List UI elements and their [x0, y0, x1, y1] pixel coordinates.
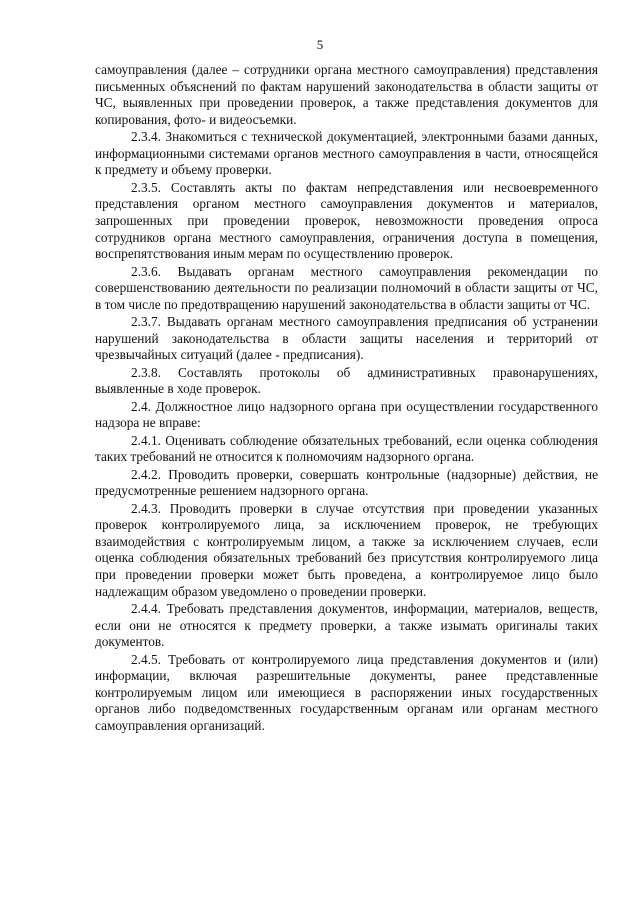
- document-body: [95, 62, 598, 735]
- paragraph-2-4-5: 2.4.5. Требовать от контролируемого лица представления документов и (или) информации, включая разрешительные документы, ранее представленные контролируемым лицом или имеющиеся в распоряжении иных государственных органов либо подведомственных государственным органам или органам местного самоуправления организаций.: [95, 651, 598, 733]
- paragraph-2-3-7: 2.3.7. Выдавать органам местного самоуправления предписания об устранении нарушений законодательства в области защиты населения и территорий от чрезвычайных ситуаций (далее - предписания).: [95, 314, 598, 363]
- paragraph-2-4-1: 2.4.1. Оценивать соблюдение обязательных требований, если оценка соблюдения таких требований не относится к полномочиям надзорного органа.: [95, 432, 598, 465]
- paragraph-2-4: 2.4. Должностное лицо надзорного органа при осуществлении государственного надзора не вправе:: [95, 398, 598, 431]
- paragraph-continuation: самоуправления (далее – сотрудники органа местного самоуправления) представления письменных объяснений по фактам нарушений законодательства в области защиты от ЧС, выявленных при проведении проверок, а также представления документов для копирования, фото- и видеосъемки.: [95, 62, 598, 127]
- paragraph-2-3-4: 2.3.4. Знакомиться с технической документацией, электронными базами данных, информационными системами органов местного самоуправления в части, относящейся к предмету и объему проверки.: [95, 129, 598, 178]
- paragraph-2-3-8: 2.3.8. Составлять протоколы об административных правонарушениях, выявленные в ходе проверок.: [95, 364, 598, 397]
- page-number: 5: [316, 37, 324, 52]
- paragraph-2-3-6: 2.3.6. Выдавать органам местного самоуправления рекомендации по совершенствованию деятельности по реализации полномочий в области защиты от ЧС, в том числе по предотвращению нарушений законодательства в области защиты от ЧС.: [95, 263, 598, 312]
- paragraph-2-4-4: 2.4.4. Требовать представления документов, информации, материалов, веществ, если они не относятся к предмету проверки, а также изымать оригиналы таких документов.: [95, 600, 598, 650]
- paragraph-2-4-2: 2.4.2. Проводить проверки, совершать контрольные (надзорные) действия, не предусмотренные решением надзорного органа.: [95, 466, 598, 499]
- paragraph-2-3-5: 2.3.5. Составлять акты по фактам непредставления или несвоевременного представления органом местного самоуправления документов и материалов, запрошенных при проведении проверок, невозможности проведения опроса сотрудников органа местного самоуправления, ограничения доступа в помещения, воспрепятствования иным мерам по осуществлению проверок.: [95, 179, 598, 262]
- paragraph-2-4-3: 2.4.3. Проводить проверки в случае отсутствия при проведении указанных проверок контролируемого лица, за исключением проверок, не требующих взаимодействия с контролируемым лицом, а также за исключением случаев, если оценка соблюдения обязательных требований без присутствия контролируемого лица при проведении проверки может быть проведена, а контролируемое лицо было надлежащим образом уведомлено о проведении проверки.: [95, 500, 598, 599]
